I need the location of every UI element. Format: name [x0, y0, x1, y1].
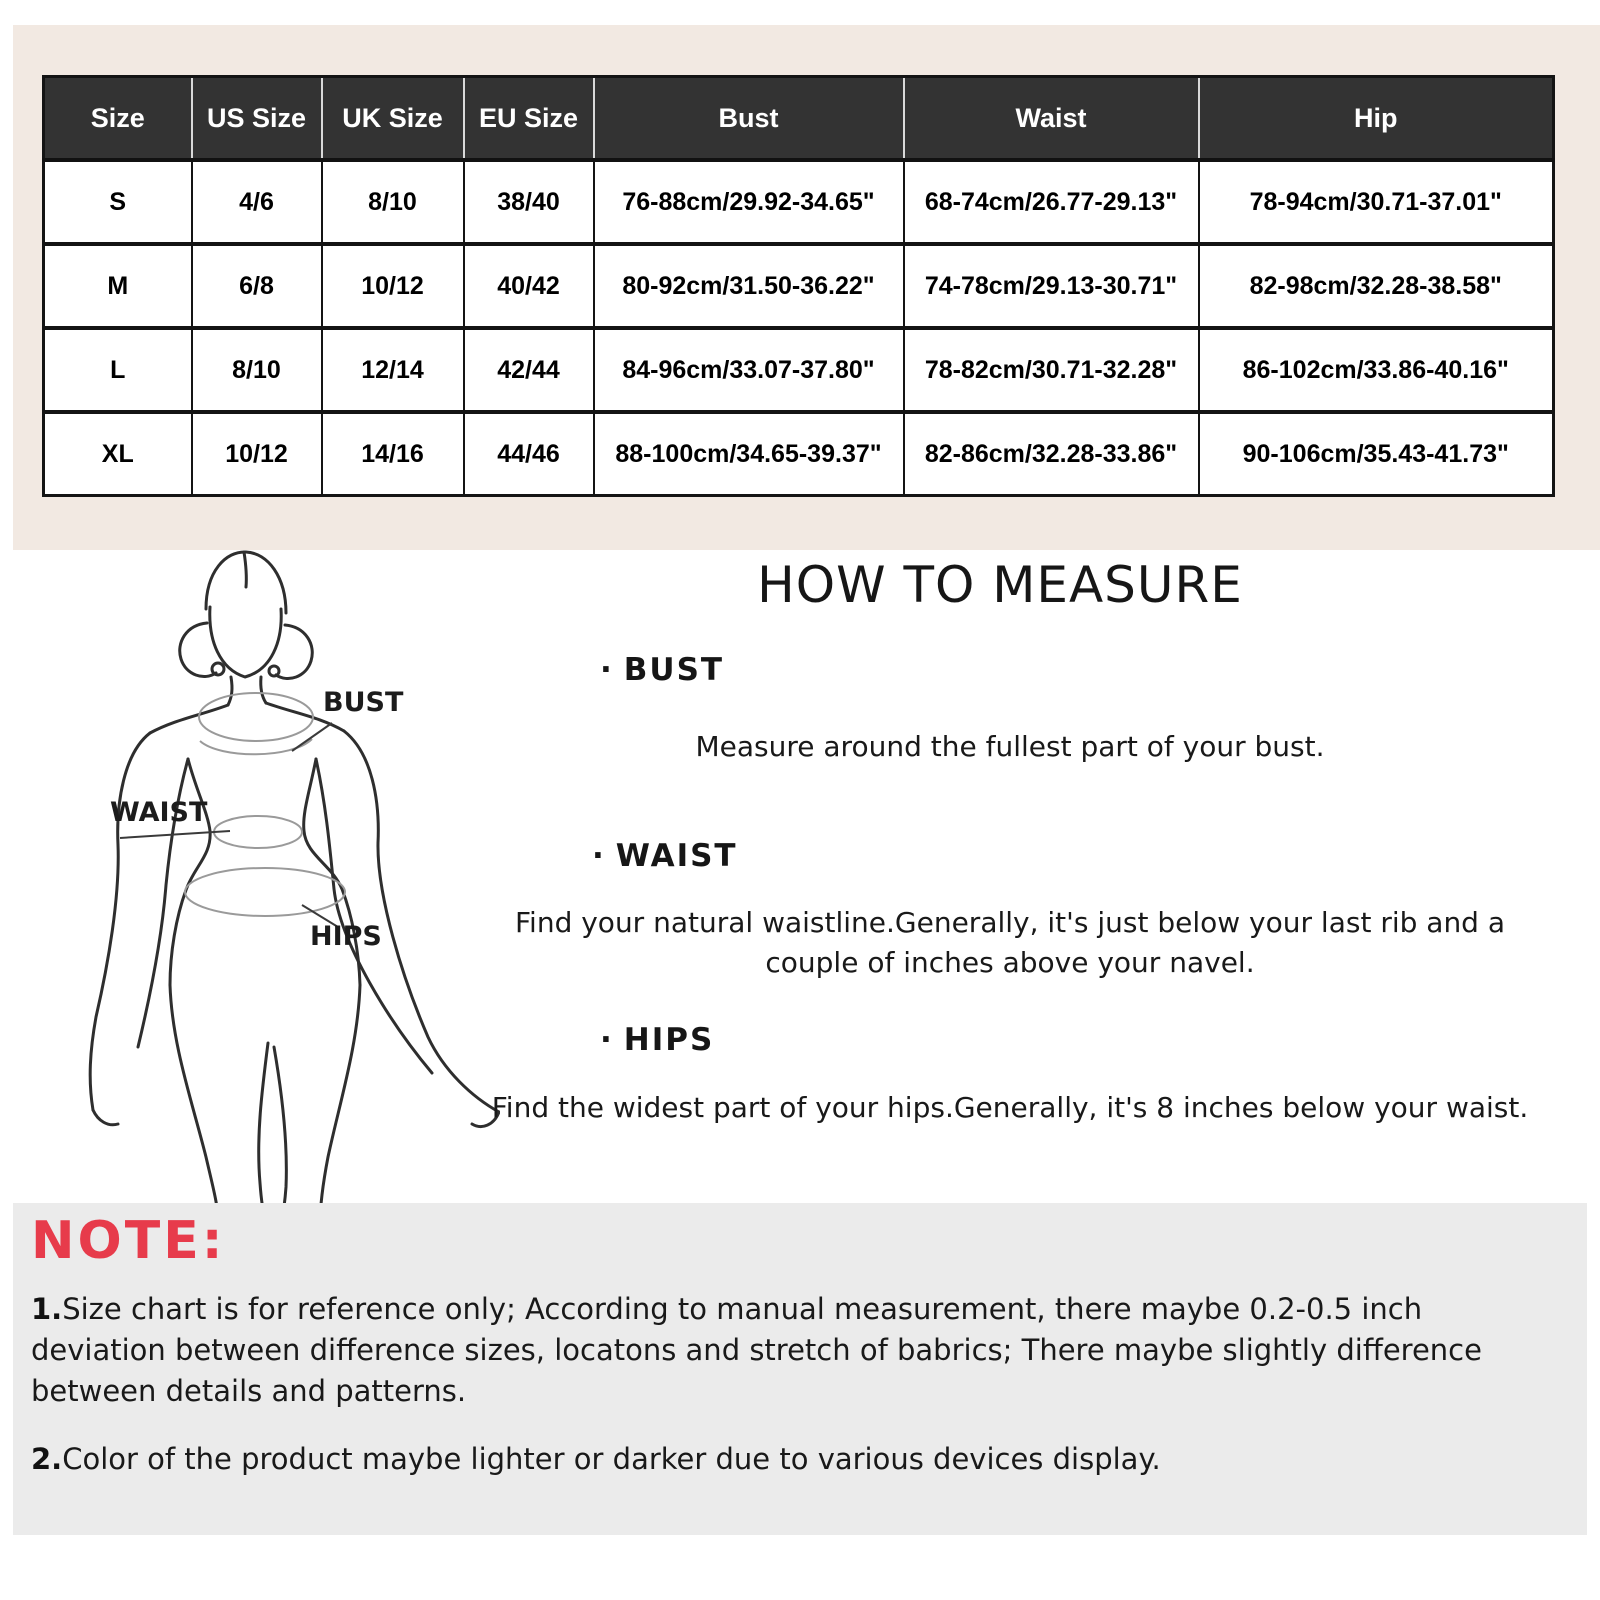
table-header-row: [44, 77, 1554, 161]
table-row-xl: [44, 412, 1554, 496]
hips-section-text: Find the widest part of your hips.Generally, it's 8 inches below your waist.: [491, 1091, 1529, 1124]
column-header-uk-size: UK Size: [322, 77, 464, 161]
cell-bust: 88-100cm/34.65-39.37": [594, 412, 904, 496]
cell-waist: 68-74cm/26.77-29.13": [904, 160, 1199, 244]
cell-waist: 78-82cm/30.71-32.28": [904, 328, 1199, 412]
cell-eu-size: 40/42: [464, 244, 594, 328]
cell-uk-size: 14/16: [322, 412, 464, 496]
note-item-2-number: 2.: [31, 1441, 63, 1476]
note-item-1-number: 1.: [31, 1292, 63, 1326]
waist-section-label: [592, 838, 738, 874]
note-item-2-text: Color of the product maybe lighter or darker due to various devices display.: [62, 1441, 1161, 1476]
column-header-us-size: US Size: [192, 77, 322, 161]
cell-hip: 78-94cm/30.71-37.01": [1199, 160, 1554, 244]
bust-ellipse: [199, 693, 313, 741]
figure-outline: [90, 552, 499, 1225]
table-row-m: [44, 244, 1554, 328]
bust-label-text: BUST: [623, 652, 725, 688]
hips-ellipse: [185, 868, 345, 916]
cell-bust: 76-88cm/29.92-34.65": [594, 160, 904, 244]
column-header-bust: Bust: [594, 77, 904, 161]
cell-bust: 84-96cm/33.07-37.80": [594, 328, 904, 412]
cell-bust: 80-92cm/31.50-36.22": [594, 244, 904, 328]
measurement-ellipses: [185, 693, 345, 916]
body-measurement-figure: [80, 545, 500, 1225]
cell-uk-size: 8/10: [322, 160, 464, 244]
bullet-dot: ·: [592, 838, 606, 874]
cell-size: M: [44, 244, 192, 328]
how-to-measure-title: HOW TO MEASURE: [757, 556, 1243, 614]
cell-hip: 82-98cm/32.28-38.58": [1199, 244, 1554, 328]
bullet-dot: ·: [600, 652, 614, 688]
note-title: NOTE:: [31, 1211, 226, 1271]
hips-section-label: [600, 1022, 714, 1058]
cell-hip: 90-106cm/35.43-41.73": [1199, 412, 1554, 496]
cell-waist: 74-78cm/29.13-30.71": [904, 244, 1199, 328]
cell-size: XL: [44, 412, 192, 496]
bullet-dot: ·: [600, 1022, 614, 1058]
table-row-l: [44, 328, 1554, 412]
size-chart-table: [42, 75, 1555, 497]
column-header-eu-size: EU Size: [464, 77, 594, 161]
bust-section-label: [600, 652, 724, 688]
note-item-2: [31, 1439, 1561, 1480]
figure-waist-label: WAIST: [110, 797, 208, 828]
figure-labels: [110, 687, 404, 952]
bust-section-text: Measure around the fullest part of your bust.: [695, 730, 1325, 763]
cell-us-size: 10/12: [192, 412, 322, 496]
figure-hips-label: HIPS: [310, 921, 382, 952]
table-row-s: [44, 160, 1554, 244]
waist-section-text: Find your natural waistline.Generally, it's just below your last rib and a couple of inches above your navel.: [514, 906, 1506, 979]
note-item-1-text: Size chart is for reference only; According to manual measurement, there maybe 0.2-0.5 inch deviation between difference sizes, locatons and stretch of babrics; There maybe slightly difference between details and patterns.: [31, 1292, 1482, 1409]
cell-size: L: [44, 328, 192, 412]
figure-bust-label: BUST: [323, 687, 404, 718]
column-header-hip: Hip: [1199, 77, 1554, 161]
waist-label-text: WAIST: [615, 838, 738, 874]
cell-size: S: [44, 160, 192, 244]
cell-eu-size: 44/46: [464, 412, 594, 496]
cell-eu-size: 38/40: [464, 160, 594, 244]
note-item-1: [31, 1289, 1561, 1413]
cell-hip: 86-102cm/33.86-40.16": [1199, 328, 1554, 412]
hips-label-text: HIPS: [623, 1022, 715, 1058]
cell-us-size: 6/8: [192, 244, 322, 328]
column-header-size: Size: [44, 77, 192, 161]
cell-us-size: 4/6: [192, 160, 322, 244]
cell-uk-size: 10/12: [322, 244, 464, 328]
cell-us-size: 8/10: [192, 328, 322, 412]
note-section: [13, 1203, 1587, 1535]
cell-eu-size: 42/44: [464, 328, 594, 412]
column-header-waist: Waist: [904, 77, 1199, 161]
cell-uk-size: 12/14: [322, 328, 464, 412]
cell-waist: 82-86cm/32.28-33.86": [904, 412, 1199, 496]
